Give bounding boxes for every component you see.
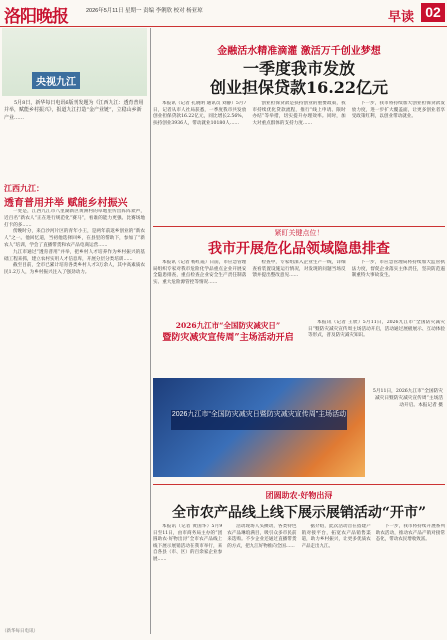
- text-column: 本报讯（记者 黄国华）5月9日至11日，由市商务局主办的“团圆助农·好物出浔”全市农产品线上线下展示展销活动在我市举行，来自各县（市、区）的百余家企业参展……: [153, 524, 223, 562]
- text-column: 下一步，我市将持续开展系列助农活动，推动农产品产销对接常态化，带动农民增收致富。: [375, 524, 445, 542]
- photo-caption: 5月11日，2026九江市“全国防灾减灾日暨防灾减灾宣传周”主场活动开启。本报记者 摄: [372, 389, 443, 408]
- left-source: （新华每日电讯）: [2, 628, 38, 633]
- lead-headline-line1: 一季度我市发放: [242, 59, 355, 78]
- second-article-body: [153, 260, 445, 316]
- left-intro: 5月8日，新华每日电讯6版刊发题为《江西九江：透育普用并举，赋能乡村振兴》，报道九江打造“金产业链”，立稳山乡新产业……: [4, 100, 144, 121]
- left-column: [2, 28, 147, 640]
- text-column: 活动现场人头攒动，各类特色农产品琳琅满目，吸引众多市民前来选购。不少企业还通过直播带货的方式，把九江好物推向全国……: [227, 524, 297, 549]
- third-headline: 暨防灾减灾宣传周”主场活动开启: [162, 333, 294, 343]
- second-headline: 我市开展危化品领域隐患排查: [208, 241, 390, 257]
- issue-date: 2026年5月11日 星期一 责编 李俐欣 校对 杨亚琼: [86, 8, 203, 14]
- text-column: 本报讯（记者 孔晓明 通讯员 刘静）5月7日，记者从市人社局获悉，一季度我市共发放创业担保贷款16.22亿元，同比增长2.56%，扶持创业3936人，带动就业10180人……: [153, 101, 247, 126]
- text-column: 本报讯（记者 杨红霞）日前，市应急管理局组织专家对我市危险化学品重点企业开展安全隐患排查，重点检查企业安全生产责任制落实、重大危险源管控等情况……: [153, 260, 247, 285]
- fourth-headline: 全市农产品线上线下展示展销活动“开市”: [171, 505, 427, 521]
- newspaper-logo: 洛阳晚报: [4, 7, 68, 27]
- text-column: 创业担保贷款是扶持创业的重要政策，我市持续优化贷款流程，推行“线上申请、限时办结”等举措，切实提升办理效率。同时，加大对重点群体的支持力度……: [252, 101, 346, 126]
- banner-title: 央视九江: [32, 72, 80, 89]
- page-number: 02: [421, 3, 445, 22]
- masthead: [0, 0, 447, 27]
- left-title-line1: 江西九江：: [4, 183, 44, 193]
- section-rule: [153, 226, 445, 227]
- left-article-body: [4, 209, 145, 634]
- event-photo: [153, 378, 365, 477]
- third-kicker: 2026九江市“全国防灾减灾日”: [175, 321, 281, 330]
- lead-headline-line2: 创业担保贷款16.22亿元: [209, 78, 389, 97]
- left-title-line2: 透育普用并举 赋能乡村振兴: [4, 198, 128, 209]
- section-rule: [153, 484, 445, 485]
- fourth-article-body: [153, 524, 445, 634]
- lead-kicker: 金融活水精准滴灌 激活万千创业梦想: [217, 46, 381, 57]
- text-column: 下一步，我市将持续加大创业担保贷款发放力度，进一步扩大覆盖面，让更多创业者享受政策红利，以创业带动就业。: [351, 101, 445, 120]
- paragraph: 傍晚时分，来自沙河片区的青年小王，是两年前返乡创业的“新农人”之一。他回忆道，当初他选择回乡，在县里的帮助下，参加了“新农人”培训，学会了直播带货和农产品电商运营……: [4, 229, 145, 248]
- text-column: 检查中，专家组深入企业生产一线，详细查看装置设施运行情况，对发现的问题当场反馈并提出整改意见……: [252, 260, 346, 279]
- section-title: 早读: [388, 9, 415, 24]
- paragraph: 一处是，江西九江市八里湖新区黄洲村的草地里传出阵阵欢声，近百名“新农人”正在进行规范化“赛马”，看谁的能力更强、比赛场地打卡的多……: [4, 209, 145, 228]
- column-banner: [2, 28, 147, 96]
- column-divider: [150, 28, 151, 634]
- fourth-kicker: 团圆助农·好物出浔: [265, 490, 333, 500]
- lead-article-body: [153, 101, 445, 225]
- paragraph: 截至目前，全市已累计培育各类乡村人才3万余人，其中高素质农民1.2万人，为乡村振兴注入了强劲动力。: [4, 263, 145, 276]
- second-kicker: 紧盯关键点位！: [274, 229, 324, 237]
- paragraph: 九江市通过“透育普用”并举，把乡村人才培养作为乡村振兴的基础工程来抓，建立农村实用人才信息库，开展分层分类培训……: [4, 249, 145, 262]
- text-column: 据介绍，此次活动旨在搭建产销对接平台，拓宽农产品销售渠道，助力乡村振兴，让更多优质农产品走出九江。: [301, 524, 371, 549]
- photo-banner-text: 2026九江市“全国防灾减灾日暨防灾减灾宣传周”主场活动: [171, 410, 347, 430]
- text-column: 下一步，市应急管理局将持续加大监管执法力度，督促企业落实主体责任，坚决防范遏制重特大事故发生。: [351, 260, 445, 279]
- third-article-body: 本报讯（记者 王欣）5月11日，2026九江市“全国防灾减灾日”暨防灾减灾宣传周主场活动开启，活动通过展板展示、互动体验等形式，普及防灾减灾知识。: [308, 320, 445, 339]
